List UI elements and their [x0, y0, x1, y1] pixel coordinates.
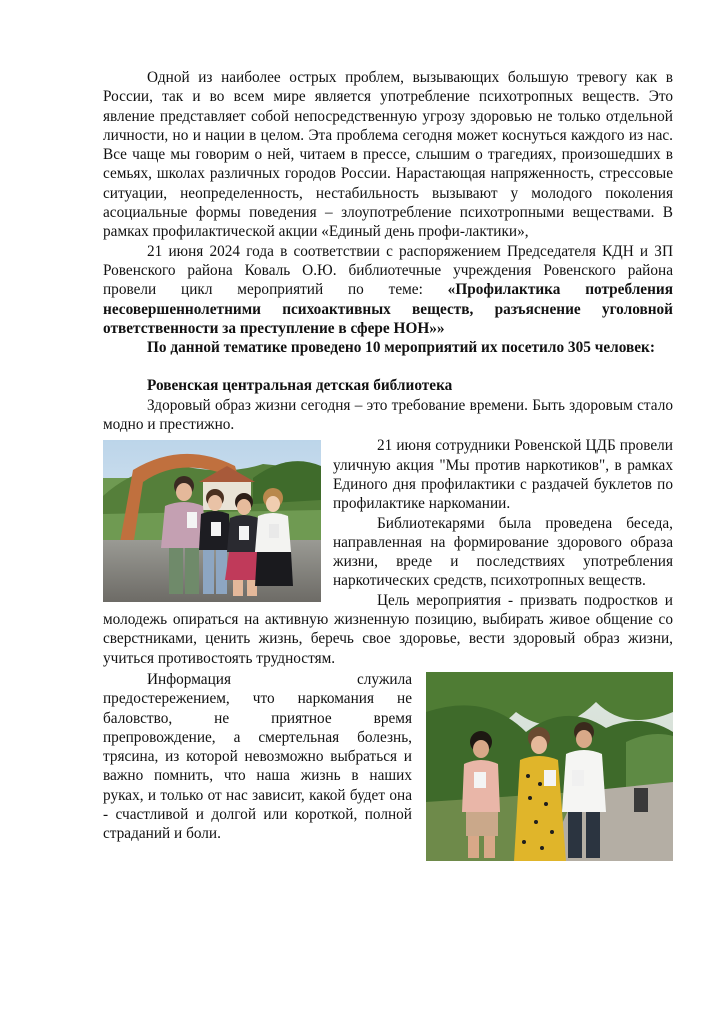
paragraph-event-announcement	[103, 242, 673, 338]
paragraph-statistics: По данной тематике проведено 10 мероприятий их посетило 305 человек:	[147, 339, 655, 357]
paragraph-intro: Одной из наиболее острых проблем, вызывающих большую тревогу как в России, так и во всем мире является употребление психотропных веществ. Это явление представляет собой непосредственную угрозу здоровью не только отдельной личности, но и нации в целом. Эта проблема сегодня может коснуться каждого из нас. Все чаще мы говорим о ней, читаем в прессе, слышим о трагедиях, произошедших в семьях, школах различных городов России. Нарастающая напряженность, стрессовые ситуации, неопределенность, нестабильность вызывают у молодого поколения асоциальные формы поведения – злоупотребление психотропными веществами. В рамках профилактической акции «Единый день профи-лактики»,	[103, 69, 673, 241]
blank-line	[103, 357, 673, 376]
paragraph-conversation: Библиотекарями была проведена беседа, направленная на формирование здорового образа жизни, вреде и последствиях употребления наркотических средств, психотропных веществ.	[333, 514, 673, 590]
paragraph-street-action: 21 июня сотрудники Ровенской ЦДБ провели уличную акция "Мы против наркотиков", в рамках Единого дня профилактики с раздачей буклетов по профилактике наркомании.	[333, 437, 673, 513]
section-heading: Ровенская центральная детская библиотека	[147, 377, 453, 395]
document-body	[103, 68, 673, 867]
photo-library-staff-street-action	[103, 440, 321, 602]
paragraph-warning: Информация служила предостережением, что наркомания не баловство, не приятное время препровождение, а смертельная болезнь, трясина, из которой невозможно выбраться и важно помнить, что наша жизнь в наших руках, и только от нас зависит, какой будет она - счастливой и долгой или короткой, полной страданий и боли.	[103, 670, 412, 843]
paragraph-event-text: 21 июня 2024 года в соответствии с распоряжением Председателя КДН и ЗП Ровенского района Коваль О.Ю. библиотечные учреждения Ровенского района провели цикл мероприятий по теме:	[103, 242, 673, 299]
event-topic-title: «Профилактика потребления несовершеннолетними психоактивных веществ, разъяснение уголовной ответственности за преступление в сфере НОН»»	[103, 281, 673, 337]
paragraph-event-goal: Цель мероприятия - призвать подростков и молодежь опираться на активную жизненную позицию, выбирать живое общение со сверстниками, ценить жизнь, беречь свое здоровье, вести здоровый образ жизни, учиться противостоять трудностям.	[103, 591, 673, 667]
photo-youth-with-booklets	[426, 672, 673, 861]
paragraph-healthy-lifestyle: Здоровый образ жизни сегодня – это требование времени. Быть здоровым стало модно и престижно.	[103, 396, 673, 434]
